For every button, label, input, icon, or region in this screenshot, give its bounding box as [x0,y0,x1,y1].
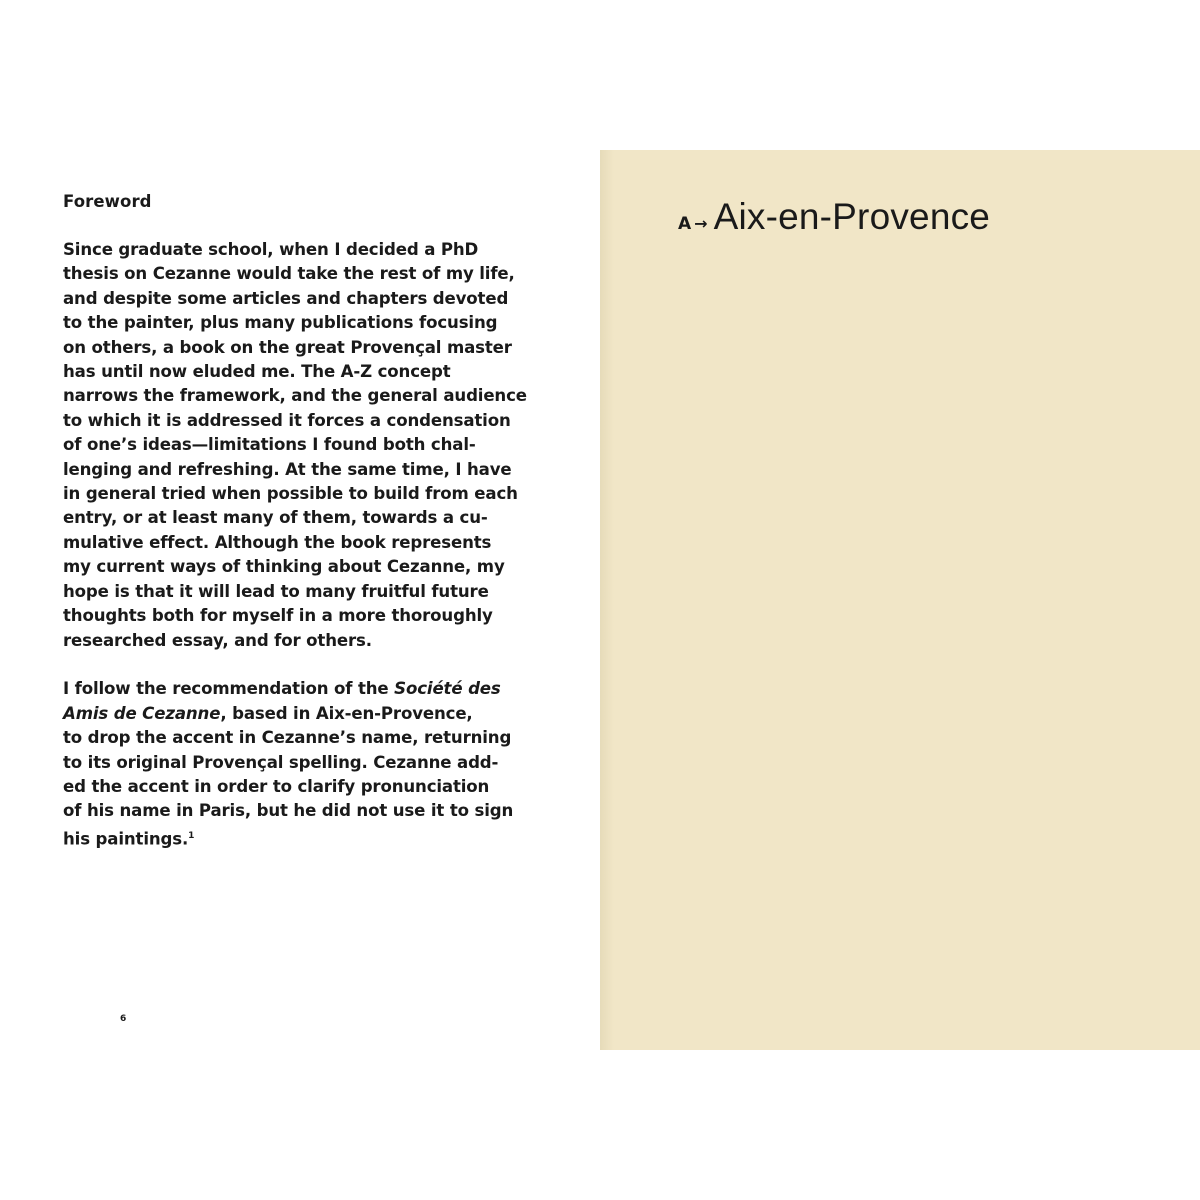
text-run: I follow the recommendation of the [63,679,395,699]
foreword-body [63,238,553,876]
left-page [0,150,600,1050]
section-label-foreword: Foreword [63,192,152,211]
text-line: thesis on Cezanne would take the rest of my life, [63,264,515,284]
entry-letter: A [678,214,692,234]
text-line: lenging and refreshing. At the same time, I have [63,459,512,479]
entry-title: Aix-en-Provence [713,196,991,237]
paragraph-1 [63,238,553,653]
text-line: to which it is addressed it forces a condensation [63,410,511,430]
text-line: Since graduate school, when I decided a PhD [63,240,479,259]
text-line: to drop the accent in Cezanne’s name, returning [63,728,512,748]
entry-heading [678,196,990,238]
text-line: entry, or at least many of them, towards a cu- [63,508,488,528]
arrow-right-icon: → [694,214,708,233]
text-line: to its original Provençal spelling. Cezanne add- [63,752,499,772]
text-line: thoughts both for myself in a more thoroughly [63,606,493,626]
gutter-shadow [600,150,614,1050]
text-line: of his name in Paris, but he did not use it to sign [63,801,514,821]
text-line: researched essay, and for others. [63,630,372,650]
text-line [63,677,553,701]
text-run: his paintings. [63,829,189,849]
text-run: , based in Aix-en-Provence, [220,703,473,723]
italic-title: Société des [394,679,501,699]
footnote-marker[interactable]: 1 [188,830,195,841]
text-line: to the painter, plus many publications focusing [63,313,498,333]
text-line [63,824,553,852]
text-line: on others, a book on the great Provençal master [63,337,512,357]
text-line: and despite some articles and chapters devoted [63,288,509,308]
italic-title: Amis de Cezanne [63,703,221,723]
text-line [63,702,553,726]
text-line: hope is that it will lead to many fruitful future [63,581,489,601]
text-line: my current ways of thinking about Cezanne, my [63,557,505,577]
page-number: 6 [120,1014,127,1024]
text-line: ed the accent in order to clarify pronunciation [63,776,490,796]
text-line: has until now eluded me. The A-Z concept [63,362,451,382]
right-page [600,150,1200,1050]
text-line: mulative effect. Although the book represents [63,532,492,552]
text-line: narrows the framework, and the general audience [63,386,527,406]
text-line: of one’s ideas—limitations I found both chal- [63,435,476,455]
text-line: in general tried when possible to build from each [63,484,518,504]
paragraph-2 [63,677,553,851]
